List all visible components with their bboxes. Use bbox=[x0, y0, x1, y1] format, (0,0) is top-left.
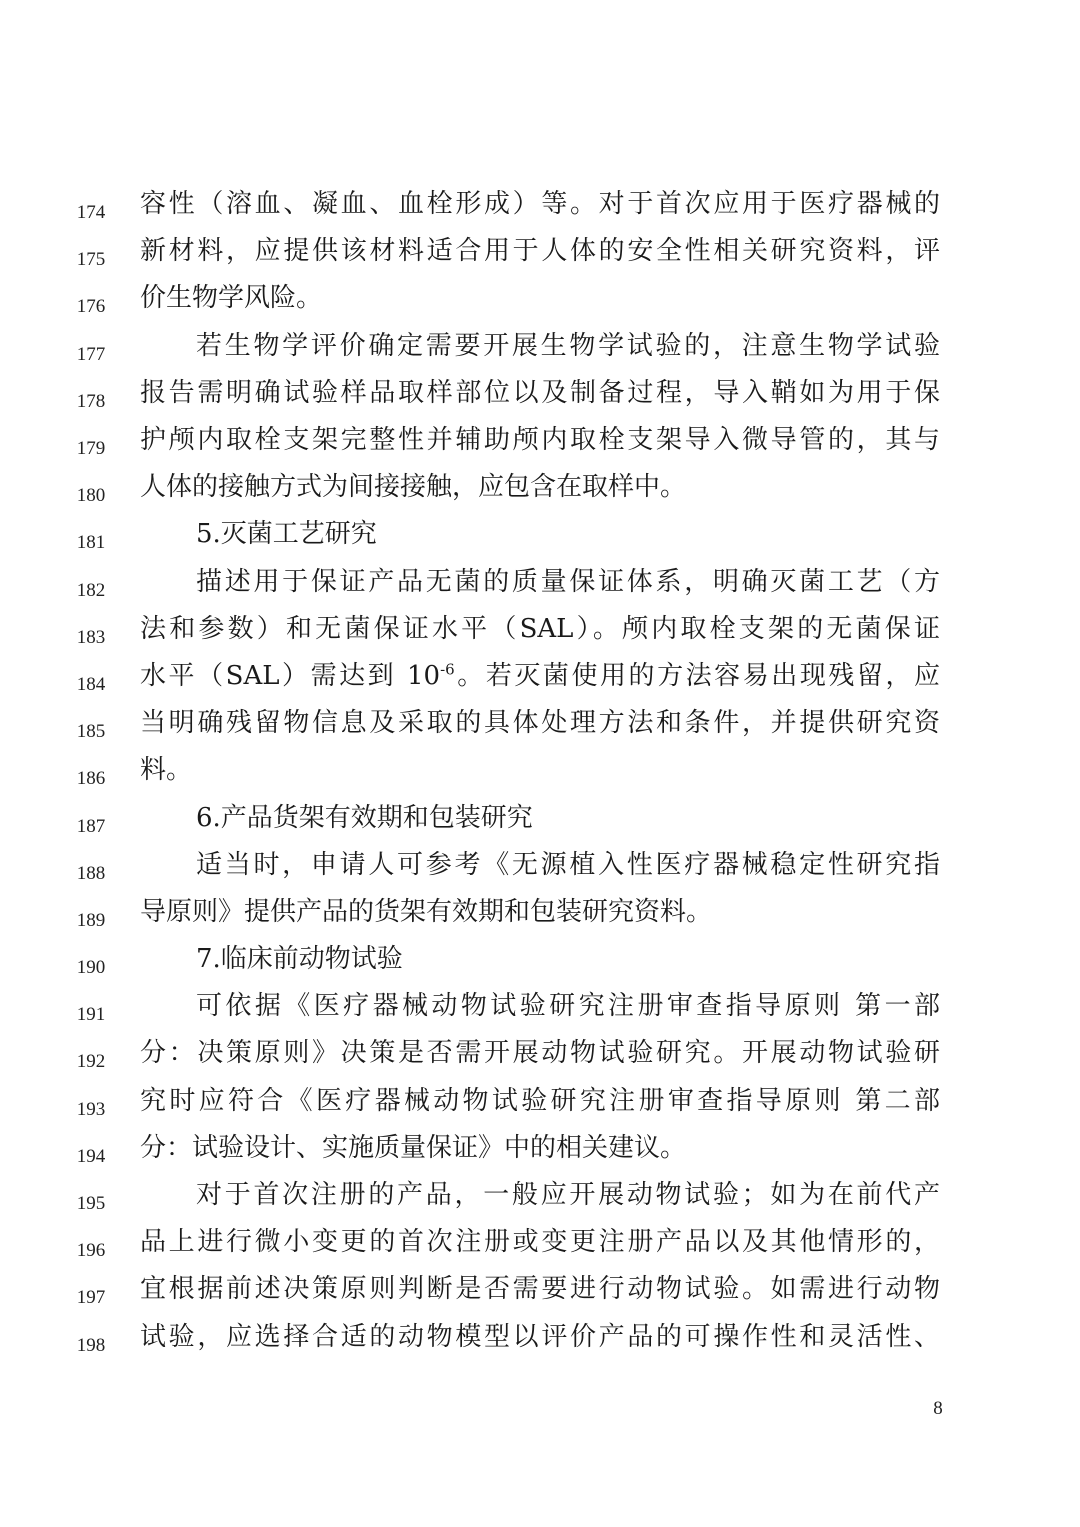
line-text: 料。 bbox=[140, 755, 193, 785]
text-line bbox=[0, 562, 1080, 609]
text-line bbox=[0, 1033, 1080, 1080]
line-text: 人体的接触方式为间接接触，应包含在取样中。 bbox=[140, 472, 687, 502]
text-line bbox=[0, 750, 1080, 797]
line-number: 192 bbox=[76, 1051, 106, 1072]
line-text: 价生物学风险。 bbox=[140, 283, 323, 313]
line-number: 179 bbox=[76, 438, 106, 459]
text-line bbox=[0, 1222, 1080, 1269]
line-number: 176 bbox=[76, 296, 106, 317]
heading-text: 6.产品货架有效期和包装研究 bbox=[196, 803, 533, 833]
text-line bbox=[0, 845, 1080, 892]
line-number: 191 bbox=[76, 1004, 106, 1025]
line-text bbox=[140, 656, 940, 696]
text-line bbox=[0, 1081, 1080, 1128]
text-line bbox=[0, 892, 1080, 939]
text-line bbox=[0, 986, 1080, 1033]
line-number: 175 bbox=[76, 249, 106, 270]
line-text: 导原则》提供产品的货架有效期和包装研究资料。 bbox=[140, 897, 713, 927]
section-heading bbox=[0, 798, 1080, 845]
line-number: 185 bbox=[76, 721, 106, 742]
line-number: 186 bbox=[76, 768, 106, 789]
line-number: 194 bbox=[76, 1146, 106, 1167]
section-heading bbox=[0, 939, 1080, 986]
text-line bbox=[0, 1269, 1080, 1316]
line-number: 181 bbox=[76, 532, 106, 553]
text-line bbox=[0, 184, 1080, 231]
line-text: 若生物学评价确定需要开展生物学试验的，注意生物学试验 bbox=[196, 331, 940, 361]
heading-text: 5.灭菌工艺研究 bbox=[196, 519, 377, 549]
text-line bbox=[0, 420, 1080, 467]
line-number: 182 bbox=[76, 580, 106, 601]
line-number: 188 bbox=[76, 863, 106, 884]
line-text: 新材料，应提供该材料适合用于人体的安全性相关研究资料，评 bbox=[140, 236, 940, 266]
line-text: 宜根据前述决策原则判断是否需要进行动物试验。如需进行动物 bbox=[140, 1274, 940, 1304]
line-number: 190 bbox=[76, 957, 106, 978]
line-text: 对于首次注册的产品，一般应开展动物试验；如为在前代产 bbox=[196, 1180, 940, 1210]
line-text-part: 水平（SAL）需达到 10 bbox=[140, 661, 441, 691]
line-number: 193 bbox=[76, 1099, 106, 1120]
line-number: 187 bbox=[76, 816, 106, 837]
page-number: 8 bbox=[933, 1398, 943, 1419]
text-line bbox=[0, 703, 1080, 750]
text-line bbox=[0, 231, 1080, 278]
line-number: 184 bbox=[76, 674, 106, 695]
text-line bbox=[0, 1317, 1080, 1364]
line-text-part: 。若灭菌使用的方法容易出现残留，应 bbox=[454, 661, 940, 691]
line-text: 描述用于保证产品无菌的质量保证体系，明确灭菌工艺（方 bbox=[196, 567, 940, 597]
line-number: 174 bbox=[76, 202, 106, 223]
text-line bbox=[0, 467, 1080, 514]
section-heading bbox=[0, 514, 1080, 561]
line-text: 分：决策原则》决策是否需开展动物试验研究。开展动物试验研 bbox=[140, 1038, 940, 1068]
line-number: 189 bbox=[76, 910, 106, 931]
line-number: 196 bbox=[76, 1240, 106, 1261]
line-text: 适当时，申请人可参考《无源植入性医疗器械稳定性研究指 bbox=[196, 850, 940, 880]
line-number: 183 bbox=[76, 627, 106, 648]
heading-text: 7.临床前动物试验 bbox=[196, 944, 403, 974]
line-text: 分：试验设计、实施质量保证》中的相关建议。 bbox=[140, 1133, 687, 1163]
text-line bbox=[0, 656, 1080, 703]
line-text: 试验，应选择合适的动物模型以评价产品的可操作性和灵活性、 bbox=[140, 1322, 940, 1352]
line-number: 198 bbox=[76, 1335, 106, 1356]
text-line bbox=[0, 609, 1080, 656]
text-line bbox=[0, 373, 1080, 420]
line-number: 180 bbox=[76, 485, 106, 506]
line-text: 当明确残留物信息及采取的具体处理方法和条件，并提供研究资 bbox=[140, 708, 940, 738]
line-text: 容性（溶血、凝血、血栓形成）等。对于首次应用于医疗器械的 bbox=[140, 189, 940, 219]
line-number: 195 bbox=[76, 1193, 106, 1214]
line-number: 178 bbox=[76, 391, 106, 412]
line-text: 法和参数）和无菌保证水平（SAL）。颅内取栓支架的无菌保证 bbox=[140, 614, 940, 644]
line-number: 177 bbox=[76, 344, 106, 365]
text-line bbox=[0, 1175, 1080, 1222]
text-line bbox=[0, 278, 1080, 325]
line-text: 究时应符合《医疗器械动物试验研究注册审查指导原则 第二部 bbox=[140, 1086, 940, 1116]
line-number: 197 bbox=[76, 1287, 106, 1308]
line-text: 可依据《医疗器械动物试验研究注册审查指导原则 第一部 bbox=[196, 991, 940, 1021]
line-text: 品上进行微小变更的首次注册或变更注册产品以及其他情形的， bbox=[140, 1227, 940, 1257]
superscript-exponent: -6 bbox=[440, 660, 455, 679]
text-line bbox=[0, 1128, 1080, 1175]
line-text: 报告需明确试验样品取样部位以及制备过程，导入鞘如为用于保 bbox=[140, 378, 940, 408]
text-line bbox=[0, 326, 1080, 373]
line-text: 护颅内取栓支架完整性并辅助颅内取栓支架导入微导管的，其与 bbox=[140, 425, 940, 455]
